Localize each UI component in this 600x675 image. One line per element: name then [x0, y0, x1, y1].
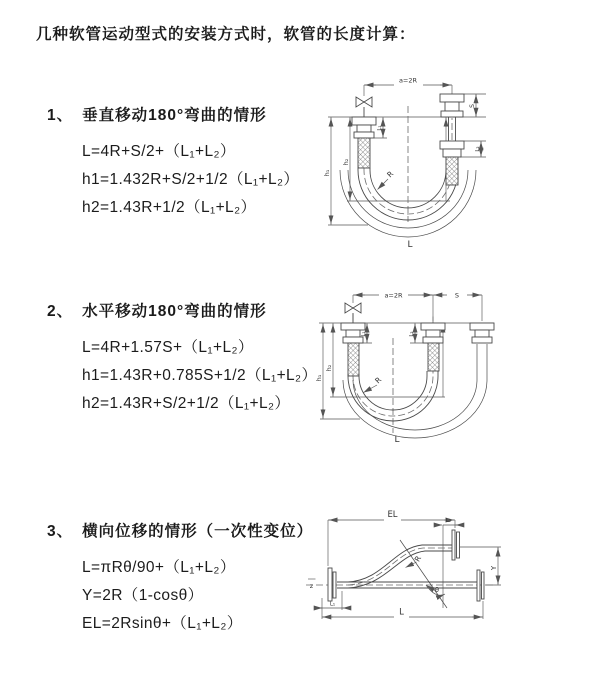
dim-label-a2r: a=2R	[384, 291, 403, 300]
dim-label-l1: L₁	[329, 601, 336, 608]
dim-label-s: S	[454, 291, 460, 300]
formula-list	[82, 138, 299, 222]
radius-leader	[378, 179, 389, 190]
section-number: 2、	[47, 303, 74, 320]
formula-h1: h1=1.432R+S/2+1/2（L₁+L₂）	[82, 171, 300, 188]
braided-hose-section	[358, 138, 370, 168]
dimension-lines	[319, 295, 494, 419]
dim-label-h2: h₂	[342, 158, 350, 166]
valve-symbol	[356, 97, 372, 117]
formula-L: L=4R+1.57S+（L₁+L₂）	[82, 339, 254, 356]
dim-label-y: Y	[490, 565, 498, 571]
middle-pipe-assembly	[421, 323, 445, 371]
dim-label-l2: L₂	[445, 518, 452, 524]
formula-h2: h2=1.43R+S/2+1/2（L₁+L₂）	[82, 395, 291, 412]
radius-label: R	[373, 375, 384, 386]
dim-label-el: EL	[387, 510, 398, 520]
length-label: L	[407, 240, 413, 250]
angle-label: θ	[435, 586, 439, 594]
section-heading-row	[47, 299, 317, 321]
dimension-lines	[328, 85, 486, 225]
formula-list	[82, 334, 317, 418]
page-title: 几种软管运动型式的安装方式时，软管的长度计算：	[36, 26, 416, 43]
length-label: L	[399, 607, 404, 618]
section-horizontal-travel	[47, 299, 317, 418]
left-flange	[328, 568, 336, 601]
dim-label-l1: L₁	[361, 331, 367, 337]
section-heading-row	[47, 103, 299, 125]
section-heading: 横向位移的情形（一次性变位）	[82, 523, 314, 540]
formula-h1: h1=1.43R+0.785S+1/2（L₁+L₂）	[82, 367, 318, 384]
dim-label-h2: h₂	[325, 364, 333, 372]
radius-leader	[406, 562, 417, 568]
angle-construction	[400, 540, 447, 608]
braided-hose-section	[446, 157, 458, 185]
length-label: L	[394, 435, 400, 445]
dim-label-a2r: a=2R	[398, 76, 418, 85]
hose-s-curve	[348, 545, 452, 588]
dim-label-s: S	[469, 104, 476, 108]
braided-hose-section	[348, 343, 359, 376]
radius-label: R	[385, 169, 396, 180]
valve-symbol	[345, 303, 361, 323]
lower-right-flange	[477, 570, 484, 601]
radius-leader	[364, 385, 378, 393]
left-pipe-assembly	[341, 323, 365, 376]
dimension-lines	[314, 520, 501, 619]
formula-EL: EL=2Rsinθ+（L₁+L₂）	[82, 615, 243, 632]
section-heading: 水平移动180°弯曲的情形	[82, 303, 267, 320]
right-pipe-assembly	[470, 323, 494, 343]
section-heading: 垂直移动180°弯曲的情形	[82, 107, 267, 124]
break-mark: z	[309, 582, 314, 590]
dim-label-h1: h₁	[315, 374, 323, 382]
diagram-horizontal-travel-180-bend	[305, 278, 600, 475]
formula-L: L=πRθ/90+（L₁+L₂）	[82, 559, 236, 576]
radius-label: R	[412, 554, 424, 564]
formula-L: L=4R+S/2+（L₁+L₂）	[82, 143, 236, 160]
dim-label-l1: L₁	[377, 125, 383, 131]
formula-list	[82, 554, 313, 638]
formula-h2: h2=1.43R+1/2（L₁+L₂）	[82, 199, 257, 216]
section-vertical-travel	[47, 103, 299, 222]
upper-right-flange	[452, 530, 460, 560]
section-heading-row	[47, 519, 313, 541]
braided-hose-section	[428, 343, 439, 371]
section-number: 1、	[47, 107, 74, 124]
section-lateral-displacement	[47, 519, 313, 638]
dim-label-l2: L₂	[409, 331, 415, 337]
dim-label-h1: h₁	[323, 169, 331, 177]
left-pipe-assembly	[352, 117, 376, 168]
section-number: 3、	[47, 523, 74, 540]
diagram-vertical-travel-180-bend	[310, 70, 595, 260]
formula-Y: Y=2R（1-cosθ）	[82, 587, 204, 604]
diagram-lateral-displacement	[298, 503, 600, 650]
dim-label-l2: L₂	[475, 146, 481, 152]
